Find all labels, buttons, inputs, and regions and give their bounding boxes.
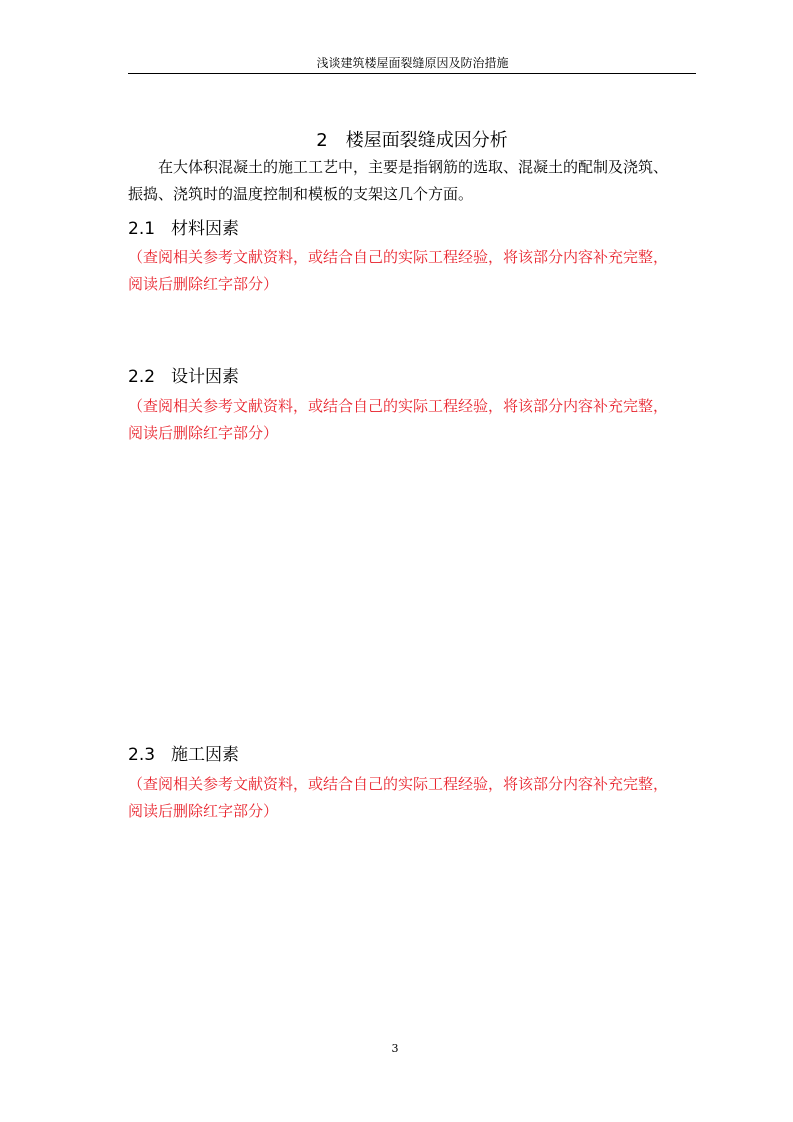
chapter-title: 楼屋面裂缝成因分析: [345, 130, 508, 151]
chapter-heading: [128, 128, 696, 154]
section-heading-2-1: [128, 217, 696, 241]
section-number: 2.2: [128, 367, 156, 387]
section-number: 2.1: [128, 219, 156, 239]
section-heading-2-3: [128, 743, 696, 767]
note-line-2: 阅读后删除红字部分）: [128, 275, 279, 293]
section-title: 材料因素: [171, 219, 240, 239]
placeholder-note-2-1: [128, 244, 698, 298]
header-rule: [128, 73, 696, 74]
intro-paragraph: [128, 154, 698, 208]
page-number: 3: [391, 1042, 399, 1055]
intro-line-2: 振捣、浇筑时的温度控制和模板的支架这几个方面。: [128, 185, 474, 203]
section-number: 2.3: [128, 745, 156, 765]
running-header: 浅谈建筑楼屋面裂缝原因及防治措施: [316, 56, 509, 70]
note-line-1: （查阅相关参考文献资料，或结合自己的实际工程经验，将该部分内容补充完整，: [128, 248, 669, 266]
intro-line-1: 在大体积混凝土的施工工艺中，主要是指钢筋的选取、混凝土的配制及浇筑、: [158, 158, 669, 176]
section-title: 施工因素: [171, 745, 240, 765]
section-heading-2-2: [128, 365, 696, 389]
note-line-2: 阅读后删除红字部分）: [128, 424, 279, 442]
note-line-1: （查阅相关参考文献资料，或结合自己的实际工程经验，将该部分内容补充完整，: [128, 397, 669, 415]
section-title: 设计因素: [171, 367, 240, 387]
chapter-number: 2: [316, 130, 328, 151]
placeholder-note-2-2: [128, 393, 698, 447]
note-line-1: （查阅相关参考文献资料，或结合自己的实际工程经验，将该部分内容补充完整，: [128, 775, 669, 793]
placeholder-note-2-3: [128, 771, 698, 825]
note-line-2: 阅读后删除红字部分）: [128, 802, 279, 820]
